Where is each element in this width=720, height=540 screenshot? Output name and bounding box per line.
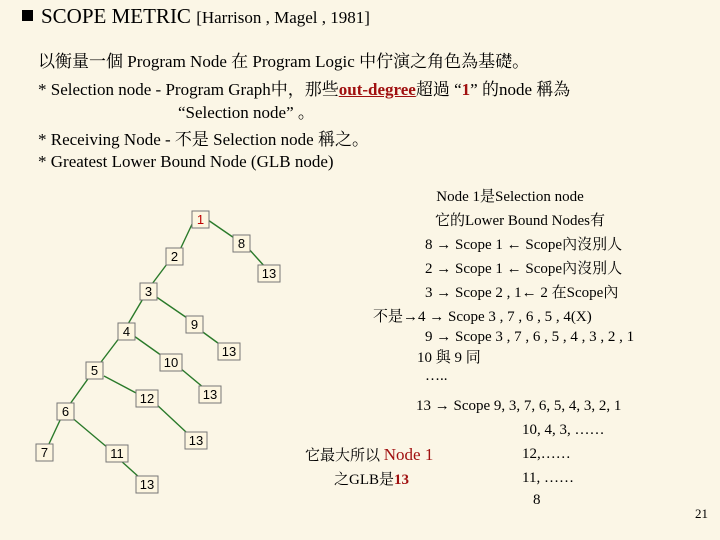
node-label-13-b: 13 (221, 344, 237, 359)
graph-node-12 (136, 390, 158, 407)
graph-node-13-e (136, 476, 158, 493)
graph-node-8 (233, 235, 250, 252)
intro-line-2-a: * Selection node - Program Graph中，那些 (38, 80, 339, 99)
scope-line-1: 8 → Scope 1 ← Scope內沒別人 (425, 237, 623, 253)
edge-3-9 (155, 296, 190, 320)
edge-12-13 (156, 404, 186, 432)
conclusion-line-1 (305, 444, 433, 465)
title-main: SCOPE METRIC (41, 4, 191, 28)
graph-node-1 (192, 211, 209, 228)
graph-node-11 (106, 445, 128, 462)
node-label-4: 4 (122, 324, 131, 339)
title-citation: [Harrison , Magel , 1981] (196, 8, 370, 27)
edge-5-6 (70, 376, 90, 404)
right-header-2: 它的Lower Bound Nodes有 (435, 213, 605, 229)
intro-line-2-continued: “Selection node” 。 (178, 103, 315, 122)
node-label-3: 3 (144, 284, 153, 299)
bullet-square-icon (22, 10, 33, 21)
scope-line-7: ….. (425, 368, 448, 384)
graph-node-10 (160, 354, 182, 371)
intro-line-2-e: ” 的node 稱為 (470, 80, 571, 99)
edge-3-4 (128, 297, 144, 324)
graph-node-7 (36, 444, 53, 461)
intro-line-1: 以衡量一個 Program Node 在 Program Logic 中佇演之角色為基礎。 (38, 52, 530, 71)
node-label-1: 1 (196, 212, 205, 227)
graph-node-4 (118, 323, 135, 340)
graph-node-6 (57, 403, 74, 420)
intro-line-2 (38, 75, 570, 100)
graph-node-9 (186, 316, 203, 333)
node-label-9: 9 (190, 317, 199, 332)
node-label-10: 10 (163, 355, 179, 370)
node-label-13-a: 13 (261, 266, 277, 281)
conclusion-1-text: 它最大所以 (305, 448, 384, 464)
scope-line-2: 2 → Scope 1 ← Scope內沒別人 (425, 261, 623, 277)
node-label-8: 8 (237, 236, 246, 251)
graph-node-13-a (258, 265, 280, 282)
graph-nodes (36, 211, 280, 493)
graph-node-13-d (185, 432, 207, 449)
conclusion-line-2 (334, 468, 409, 489)
scope-line-12: 8 (533, 492, 541, 508)
page-number: 21 (695, 506, 708, 521)
edge-11-13 (120, 460, 140, 478)
scope-line-11: 11, …… (522, 470, 574, 486)
scope-line-6: 10 與 9 同 (417, 350, 481, 366)
graph-node-5 (86, 362, 103, 379)
graph-node-13-b (218, 343, 240, 360)
selection-node-label: 是Selection node (480, 189, 584, 205)
edge-5-12 (104, 376, 138, 394)
node-label-2: 2 (170, 249, 179, 264)
node-label-11: 11 (110, 446, 124, 461)
program-graph (0, 200, 300, 500)
glb-value: 13 (394, 472, 410, 488)
node-label-13-d: 13 (188, 433, 204, 448)
edge-10-13 (180, 368, 204, 388)
graph-node-3 (140, 283, 157, 300)
node-label-5: 5 (90, 363, 99, 378)
graph-node-13-c (199, 386, 221, 403)
right-header-1 (420, 185, 600, 206)
intro-line-3: * Receiving Node - 不是 Selection node 稱之。 (38, 130, 369, 149)
scope-line-9: 10, 4, 3, …… (522, 422, 605, 438)
node-label-12: 12 (139, 391, 155, 406)
scope-line-8: 13 → Scope 9, 3, 7, 6, 5, 4, 3, 2, 1 (416, 398, 622, 414)
scope-line-5: 9 → Scope 3 , 7 , 6 , 5 , 4 , 3 , 2 , 1 (425, 329, 635, 345)
node-label-6: 6 (61, 404, 70, 419)
out-degree-term: out-degree (338, 80, 416, 99)
node-label-7: 7 (40, 445, 49, 460)
intro-line-2-c: 超過 “ (415, 80, 462, 99)
node-label-13-e: 13 (139, 477, 155, 492)
page-title (22, 4, 370, 29)
node-label-13-c: 13 (202, 387, 218, 402)
degree-threshold: 1 (461, 80, 471, 99)
scope-line-4: 不是→4 → Scope 3 , 7 , 6 , 5 , 4(X) (373, 309, 592, 325)
conclusion-2-text: 之GLB是 (334, 472, 395, 488)
edge-6-11 (70, 416, 108, 448)
node1-label: Node 1 (436, 189, 480, 205)
conclusion-node-1: Node 1 (383, 445, 434, 464)
intro-line-4: * Greatest Lower Bound Node (GLB node) (38, 152, 334, 171)
scope-line-3: 3 → Scope 2 , 1← 2 在Scope內 (425, 285, 619, 301)
graph-node-2 (166, 248, 183, 265)
scope-line-10: 12,…… (522, 446, 571, 462)
